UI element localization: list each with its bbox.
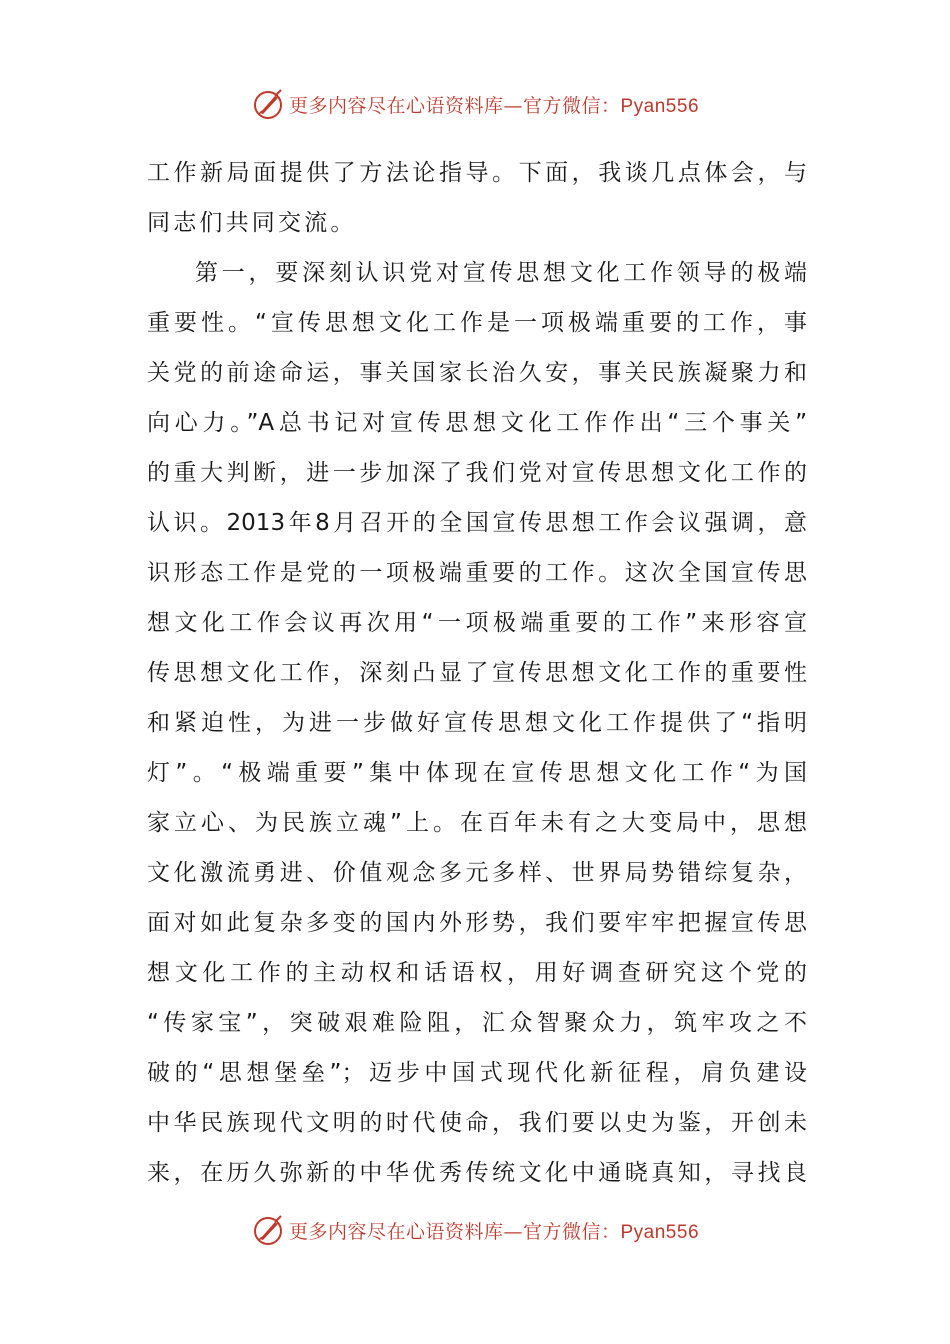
watermark-header (0, 84, 950, 124)
text-line: 破的“思想堡垒”；迈步中国式现代化新征程，肩负建设 (147, 1060, 807, 1086)
quill-logo-icon (251, 1213, 285, 1247)
text-line: 想文化工作会议再次用“一项极端重要的工作”来形容宣 (147, 610, 807, 636)
text-line: 识形态工作是党的一项极端重要的工作。这次全国宣传思 (147, 560, 807, 586)
text-line: 关党的前途命运，事关国家长治久安，事关民族凝聚力和 (147, 360, 807, 386)
text-line: 文化激流勇进、价值观念多元多样、世界局势错综复杂， (147, 860, 807, 886)
text-line: 认识。2013年8月召开的全国宣传思想工作会议强调，意 (147, 510, 807, 536)
text-line: 来，在历久弥新的中华优秀传统文化中通晓真知，寻找良 (147, 1160, 807, 1186)
text-line: 灯”。“极端重要”集中体现在宣传思想文化工作“为国 (147, 760, 807, 786)
text-line: 传思想文化工作，深刻凸显了宣传思想文化工作的重要性 (147, 660, 807, 686)
watermark-separator: — (503, 94, 523, 117)
text-line: 第一，要深刻认识党对宣传思想文化工作领导的极端 (195, 260, 807, 286)
text-line: “传家宝”，突破艰难险阻，汇众智聚众力，筑牢攻之不 (147, 1010, 807, 1036)
quill-logo-icon (251, 87, 285, 121)
text-line: 的重大判断，进一步加深了我们党对宣传思想文化工作的 (147, 460, 807, 486)
document-body (147, 148, 807, 1198)
watermark-text (289, 91, 699, 118)
text-line: 向心力。”A总书记对宣传思想文化工作作出“三个事关” (147, 410, 807, 436)
text-line: 想文化工作的主动权和话语权，用好调查研究这个党的 (147, 960, 807, 986)
watermark-footer (0, 1210, 950, 1250)
text-line: 同志们共同交流。 (147, 210, 357, 236)
watermark-text (289, 1217, 699, 1244)
watermark-wechat: Pyan556 (620, 95, 700, 117)
watermark-separator: — (503, 1220, 523, 1243)
watermark-site: 更多内容尽在心语资料库 (288, 1220, 504, 1243)
text-line: 和紧迫性，为进一步做好宣传思想文化工作提供了“指明 (147, 710, 807, 736)
text-line: 家立心、为民族立魂”上。在百年未有之大变局中，思想 (147, 810, 807, 836)
watermark-wechat: Pyan556 (620, 1221, 700, 1243)
watermark-label: 官方微信： (522, 94, 621, 117)
text-line: 重要性。“宣传思想文化工作是一项极端重要的工作，事 (147, 310, 807, 336)
watermark-label: 官方微信： (522, 1220, 621, 1243)
text-line: 面对如此复杂多变的国内外形势，我们要牢牢把握宣传思 (147, 910, 807, 936)
text-line: 工作新局面提供了方法论指导。下面，我谈几点体会，与 (147, 160, 807, 186)
text-line: 中华民族现代文明的时代使命，我们要以史为鉴，开创未 (147, 1110, 807, 1136)
watermark-site: 更多内容尽在心语资料库 (288, 94, 504, 117)
